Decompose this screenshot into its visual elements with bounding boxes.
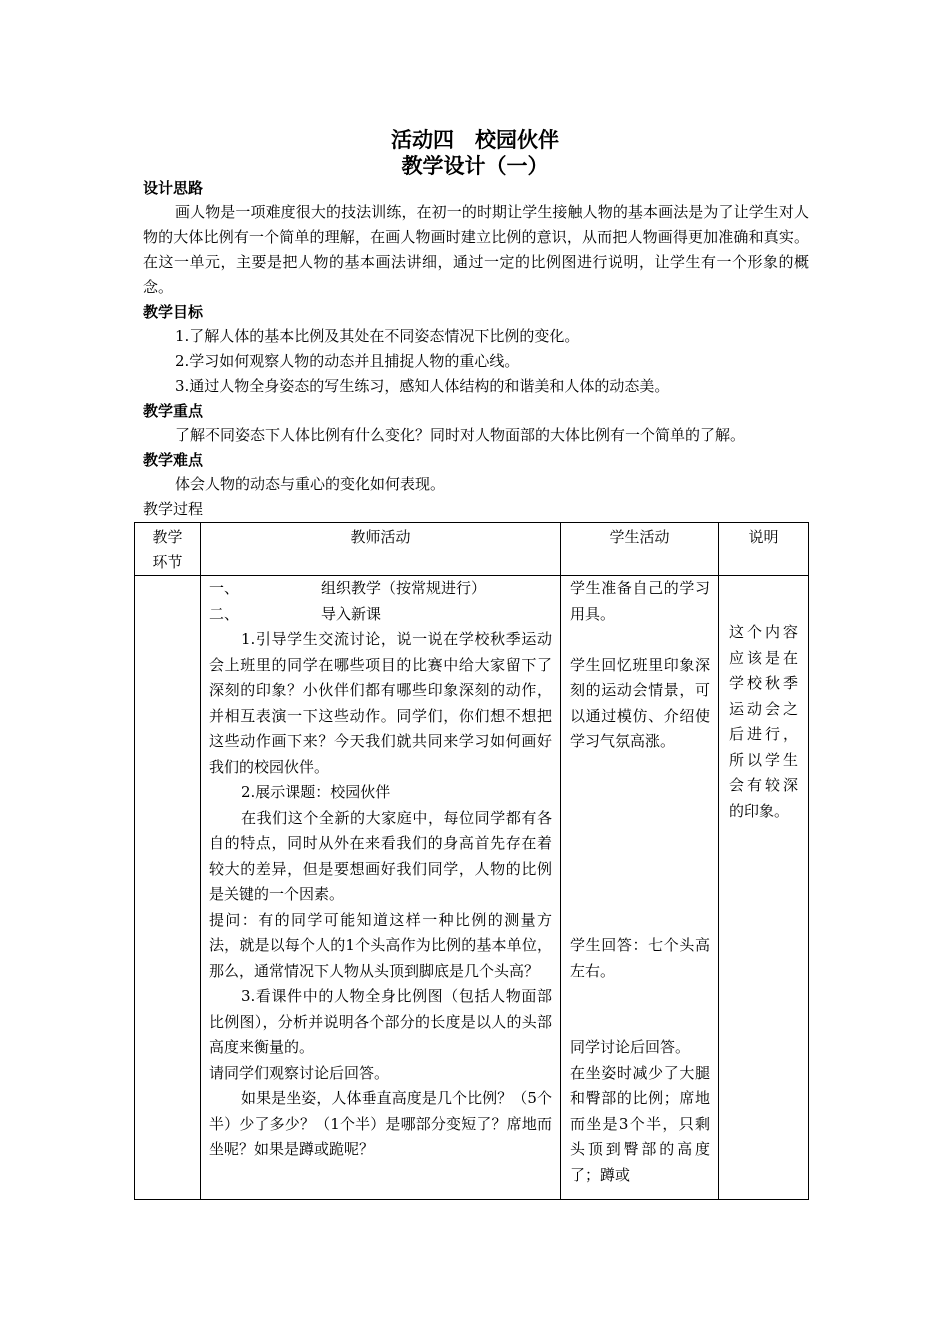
header-stage <box>135 523 201 576</box>
student-answer-5: 在坐姿时减少了大腿和臀部的比例；席地而坐是3个半，只剩头顶到臀部的高度了；蹲或 <box>570 1063 710 1184</box>
difficulties-heading: 教学难点 <box>143 451 204 469</box>
header-note: 说明 <box>719 523 809 576</box>
teacher-paragraph-7: 如果是坐姿，人体垂直高度是几个比例？（5个半）少了多少？（1个半）是哪部分变短了？席地而坐呢？如果是蹲或跪呢？ <box>209 1089 552 1158</box>
title-line-2: 教学设计（一） <box>401 154 549 178</box>
stage-cell <box>135 576 201 1200</box>
student-answer-3: 学生回答：七个头高左右。 <box>570 936 710 980</box>
design-idea-heading: 设计思路 <box>143 179 204 197</box>
step-2-text: 导入新课 <box>321 604 382 623</box>
difficulties-text: 体会人物的动态与重心的变化如何表现。 <box>175 475 446 493</box>
goal-item: 1.了解人体的基本比例及其处在不同姿态情况下比例的变化。 <box>175 327 580 345</box>
table-row <box>135 576 809 1200</box>
step-1-number: 一、 <box>209 579 240 597</box>
header-stage-line-1: 教学 <box>152 528 183 546</box>
teacher-paragraph-2: 2.展示课题：校园伙伴 <box>241 783 391 801</box>
header-stage-line-2: 环节 <box>152 553 183 571</box>
note-text: 这个内容应该是在学校秋季运动会之后进行，所以学生会有较深的印象。 <box>729 623 798 820</box>
step-1-text: 组织教学（按常规进行） <box>321 579 487 597</box>
teaching-process-table <box>134 522 809 1200</box>
key-points-heading: 教学重点 <box>143 402 204 420</box>
teacher-activity-cell <box>201 576 561 1200</box>
key-points-text: 了解不同姿态下人体比例有什么变化？同时对人物面部的大体比例有一个简单的了解。 <box>175 426 746 444</box>
goals-heading: 教学目标 <box>143 303 204 321</box>
student-answer-1: 学生准备自己的学习用具。 <box>570 579 710 623</box>
goal-item: 3.通过人物全身姿态的写生练习，感知人体结构的和谐美和人体的动态美。 <box>175 377 670 395</box>
teacher-paragraph-5: 3.看课件中的人物全身比例图（包括人物面部比例图），分析并说明各个部分的长度是以人的头部高度来衡量的。 <box>209 987 552 1056</box>
header-teacher: 教师活动 <box>201 523 561 576</box>
process-label: 教学过程 <box>143 500 204 518</box>
title-line-1: 活动四 校园伙伴 <box>391 128 559 152</box>
header-student: 学生活动 <box>561 523 719 576</box>
teacher-step-2 <box>209 602 552 628</box>
teacher-paragraph-3: 在我们这个全新的大家庭中，每位同学都有各自的特点，同时从外在来看我们的身高首先存在着较大的差异，但是要想画好我们同学，人物的比例是关键的一个因素。 <box>209 808 552 903</box>
goal-item: 2.学习如何观察人物的动态并且捕捉人物的重心线。 <box>175 352 520 370</box>
teacher-paragraph-1: 1.引导学生交流讨论，说一说在学校秋季运动会上班里的同学在哪些项目的比赛中给大家留下了深刻的印象？小伙伴们都有哪些印象深刻的动作，并相互表演一下这些动作。同学们，你们想不想把这些动作画下来？今天我们就共同来学习如何画好我们的校园伙伴。 <box>209 630 552 776</box>
document-body <box>143 176 809 522</box>
table-header-row <box>135 523 809 576</box>
step-2-number: 二、 <box>209 604 240 623</box>
teacher-paragraph-6: 请同学们观察讨论后回答。 <box>209 1063 390 1082</box>
note-cell <box>719 576 809 1200</box>
student-activity-cell <box>561 576 719 1200</box>
student-answer-2: 学生回忆班里印象深刻的运动会情景，可以通过模仿、介绍使学习气氛高涨。 <box>570 655 710 750</box>
teacher-step-1 <box>209 576 552 602</box>
teacher-paragraph-4: 提问：有的同学可能知道这样一种比例的测量方法，就是以每个人的1个头高作为比例的基本单位，那么，通常情况下人物从头顶到脚底是几个头高？ <box>209 910 552 980</box>
student-answer-4: 同学讨论后回答。 <box>570 1038 691 1056</box>
design-idea-text: 画人物是一项难度很大的技法训练，在初一的时期让学生接触人物的基本画法是为了让学生对人物的大体比例有一个简单的理解，在画人物画时建立比例的意识，从而把人物画得更加准确和真实。在这一单元，主要是把人物的基本画法讲细，通过一定的比例图进行说明，让学生有一个形象的概念。 <box>143 203 809 296</box>
